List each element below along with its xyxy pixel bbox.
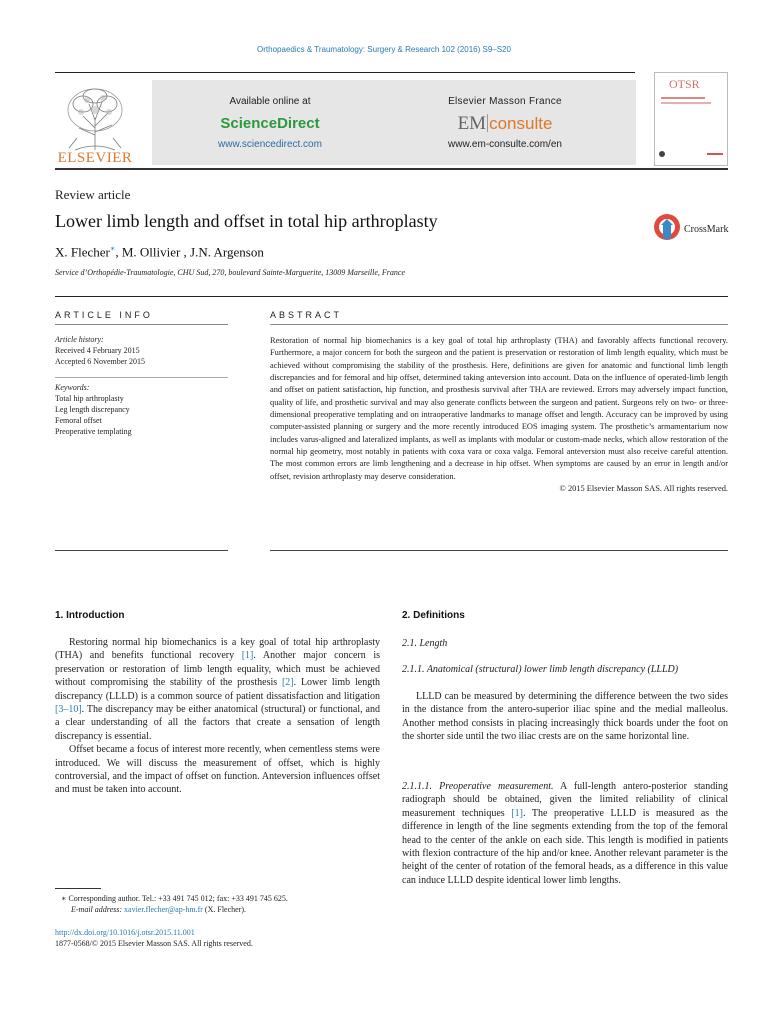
email-owner: (X. Flecher). <box>202 905 247 914</box>
masthead-rule <box>55 168 728 170</box>
crossmark-icon[interactable] <box>652 212 682 246</box>
author-list <box>55 244 264 260</box>
cover-logo: OTSR <box>669 77 700 91</box>
preoperative-measurement-body <box>402 780 728 887</box>
journal-citation[interactable]: Orthopaedics & Traumatology: Surgery & Research 102 (2016) S9–S20 <box>257 45 511 54</box>
article-history <box>55 334 225 367</box>
citation-link[interactable]: [1] <box>241 650 254 662</box>
subsection-length: 2.1. Length <box>402 638 448 649</box>
keywords-label: Keywords: <box>55 383 90 392</box>
email-label: E-mail address: <box>71 905 123 914</box>
doi-block <box>55 927 385 949</box>
em-consulte-link[interactable]: www.em-consulte.com/en <box>448 139 562 150</box>
citation-link[interactable]: [3–10] <box>55 704 82 716</box>
doi-link[interactable]: http://dx.doi.org/10.1016/j.otsr.2015.11.001 <box>55 928 195 937</box>
cover-line <box>661 97 705 99</box>
keyword-item: Femoral offset <box>55 416 102 425</box>
preoperative-paragraph <box>402 780 728 887</box>
footnote <box>55 893 385 915</box>
text-run: . The preoperative LLLD is measured as the difference in length of the line segments extending from the top of the femoral head to the center of the ankle on each side. This length is modified in patients with flexion contracture of the hip and/or knee. Another relevant parameter is the height of the center of rotation of the femoral heads, as a difference in this value can induce LLLD despite identical lower limb lengths. <box>402 807 728 886</box>
accepted-date: Accepted 6 November 2015 <box>55 357 145 366</box>
article-info-rule <box>55 324 228 325</box>
affiliation: Service d’Orthopédie-Traumatologie, CHU Sud, 270, boulevard Sainte-Marguerite, 13009 Marseille, France <box>55 268 406 277</box>
introduction-heading: 1. Introduction <box>55 610 125 621</box>
em-suffix: consulte <box>489 114 553 133</box>
history-label: Article history: <box>55 335 104 344</box>
corresponding-author-note: Corresponding author. Tel.: +33 491 745 012; fax: +33 491 745 625. <box>66 894 288 903</box>
keyword-item: Preoperative templating <box>55 427 132 436</box>
text-run: Restoring normal hip biomechanics is a key goal of total hip arthroplasty (THA) and benefits functional recovery <box>55 637 380 662</box>
introduction-body <box>55 636 380 797</box>
crossmark-label[interactable]: CrossMark <box>684 224 729 235</box>
abstract-body <box>270 335 728 495</box>
elsevier-masson-label: Elsevier Masson France <box>448 96 562 107</box>
cover-emblem <box>659 151 665 157</box>
available-online-label: Available online at <box>229 96 311 107</box>
definitions-paragraph: LLLD can be measured by determining the difference between the two sides in the distance from the antero-superior iliac spine and the medial malleolus. Another method consists in placing increasingly thick boards under the foot on the shorter side until the two iliac crests are on the same horizontal line. <box>402 691 728 743</box>
author-names-rest: , M. Ollivier , J.N. Argenson <box>115 244 264 260</box>
definitions-body <box>402 690 728 744</box>
keyword-item: Total hip arthroplasty <box>55 394 124 403</box>
elsevier-wordmark: ELSEVIER <box>57 150 133 166</box>
sciencedirect-logo[interactable]: ScienceDirect <box>220 115 320 132</box>
definitions-heading: 2. Definitions <box>402 610 465 621</box>
text-run: . The discrepancy may be either anatomical (structural) or functional, and a clear understanding of all the factors that create a sensation of length discrepancy is essential. <box>55 704 380 742</box>
article-info-bottom-rule <box>55 550 228 551</box>
em-consulte-logo[interactable] <box>425 113 585 135</box>
info-rule <box>55 296 728 297</box>
cover-line <box>661 102 711 104</box>
abstract-copyright: © 2015 Elsevier Masson SAS. All rights reserved. <box>559 484 728 494</box>
subsection-anatomical-llld: 2.1.1. Anatomical (structural) lower limb length discrepancy (LLLD) <box>402 664 679 675</box>
received-date: Received 4 February 2015 <box>55 346 140 355</box>
article-info-heading: ARTICLE INFO <box>55 310 153 320</box>
sciencedirect-link[interactable]: www.sciencedirect.com <box>218 139 322 150</box>
header-rule <box>55 72 635 73</box>
cover-line <box>707 153 723 155</box>
em-divider <box>487 114 488 132</box>
keywords-list <box>55 382 225 437</box>
em-prefix: EM <box>457 113 487 134</box>
keyword-item: Leg length discrepancy <box>55 405 130 414</box>
keywords-rule <box>55 377 228 378</box>
issn-copyright: 1877-0568/© 2015 Elsevier Masson SAS. All rights reserved. <box>55 939 253 948</box>
text-run: . Lower limb length discrepancy (LLLD) is a common source of patient dissatisfaction and litigation <box>55 677 380 702</box>
subsection-preoperative: 2.1.1.1. Preoperative measurement. <box>402 781 554 792</box>
article-type: Review article <box>55 187 131 202</box>
abstract-rule <box>270 324 728 325</box>
text-run: A full-length antero-posterior standing radiograph should be obtained, given the limited reliability of clinical measurement techniques <box>402 781 728 819</box>
footnote-rule <box>55 888 101 889</box>
introduction-paragraph: Offset became a focus of interest more recently, when cementless stems were introduced. We will discuss the measurement of offset, which is highly controversial, and the impact of offset on function. Anteversion influences offset and must be taken into account. <box>55 744 380 796</box>
abstract-text: Restoration of normal hip biomechanics is a key goal of total hip arthroplasty (THA) and favorably affects functional recovery. Furthermore, a major concern for both the surgeon and the patient is preservation or restoration of limb length equality, which must be achieved without compromising the stability of the prosthesis. Here, definitions are given for anatomic and functional limb length discrepancies and for femoral and hip offset, determined taking anteversion into account. Data on the influence of operated-limb length and offset on patient satisfaction, hip function, and prosthesis survival after THA are reviewed. Errors may adversely impact function, quality of life, and prosthetic survival and may also generate conflicts between the surgeon and patient. Surgeons rely on two- or three-dimensional preoperative templating and on intraoperative landmarks to manage offset and length. Accuracy can be improved by using computer-assisted planning or surgery and the more recently introduced EOS imaging system. The prosthetic’s armamentarium now includes varus-aligned and lateralized implants, as well as implants with modular or custom-made necks, which allow restoration of the normal hip geometry, most notably in patients with coxa vara or coxa valga. Femoral anteversion must also receive careful attention. The most common errors are limb lengthening and a decrease in hip offset. When symptoms are caused by an error in length and/or offset, revision arthroplasty may deserve consideration. <box>270 336 728 481</box>
introduction-paragraph <box>55 636 380 743</box>
journal-cover-thumbnail[interactable] <box>654 72 728 166</box>
abstract-heading: ABSTRACT <box>270 310 343 320</box>
abstract-bottom-rule <box>270 550 728 551</box>
footnote-mark: ∗ <box>61 894 67 903</box>
citation-link[interactable]: [2] <box>281 677 294 689</box>
author-name[interactable]: X. Flecher <box>55 244 110 260</box>
email-link[interactable]: xavier.flecher@ap-hm.fr <box>124 905 203 914</box>
citation-link[interactable]: [1] <box>511 807 523 819</box>
article-title: Lower limb length and offset in total hip arthroplasty <box>55 211 438 231</box>
corresponding-author-mark[interactable]: ∗ <box>109 244 116 253</box>
text-run: . Another major concern is preservation or restoration of limb length equality, which must be achieved without compromising the stability of the prosthesis <box>55 650 381 689</box>
